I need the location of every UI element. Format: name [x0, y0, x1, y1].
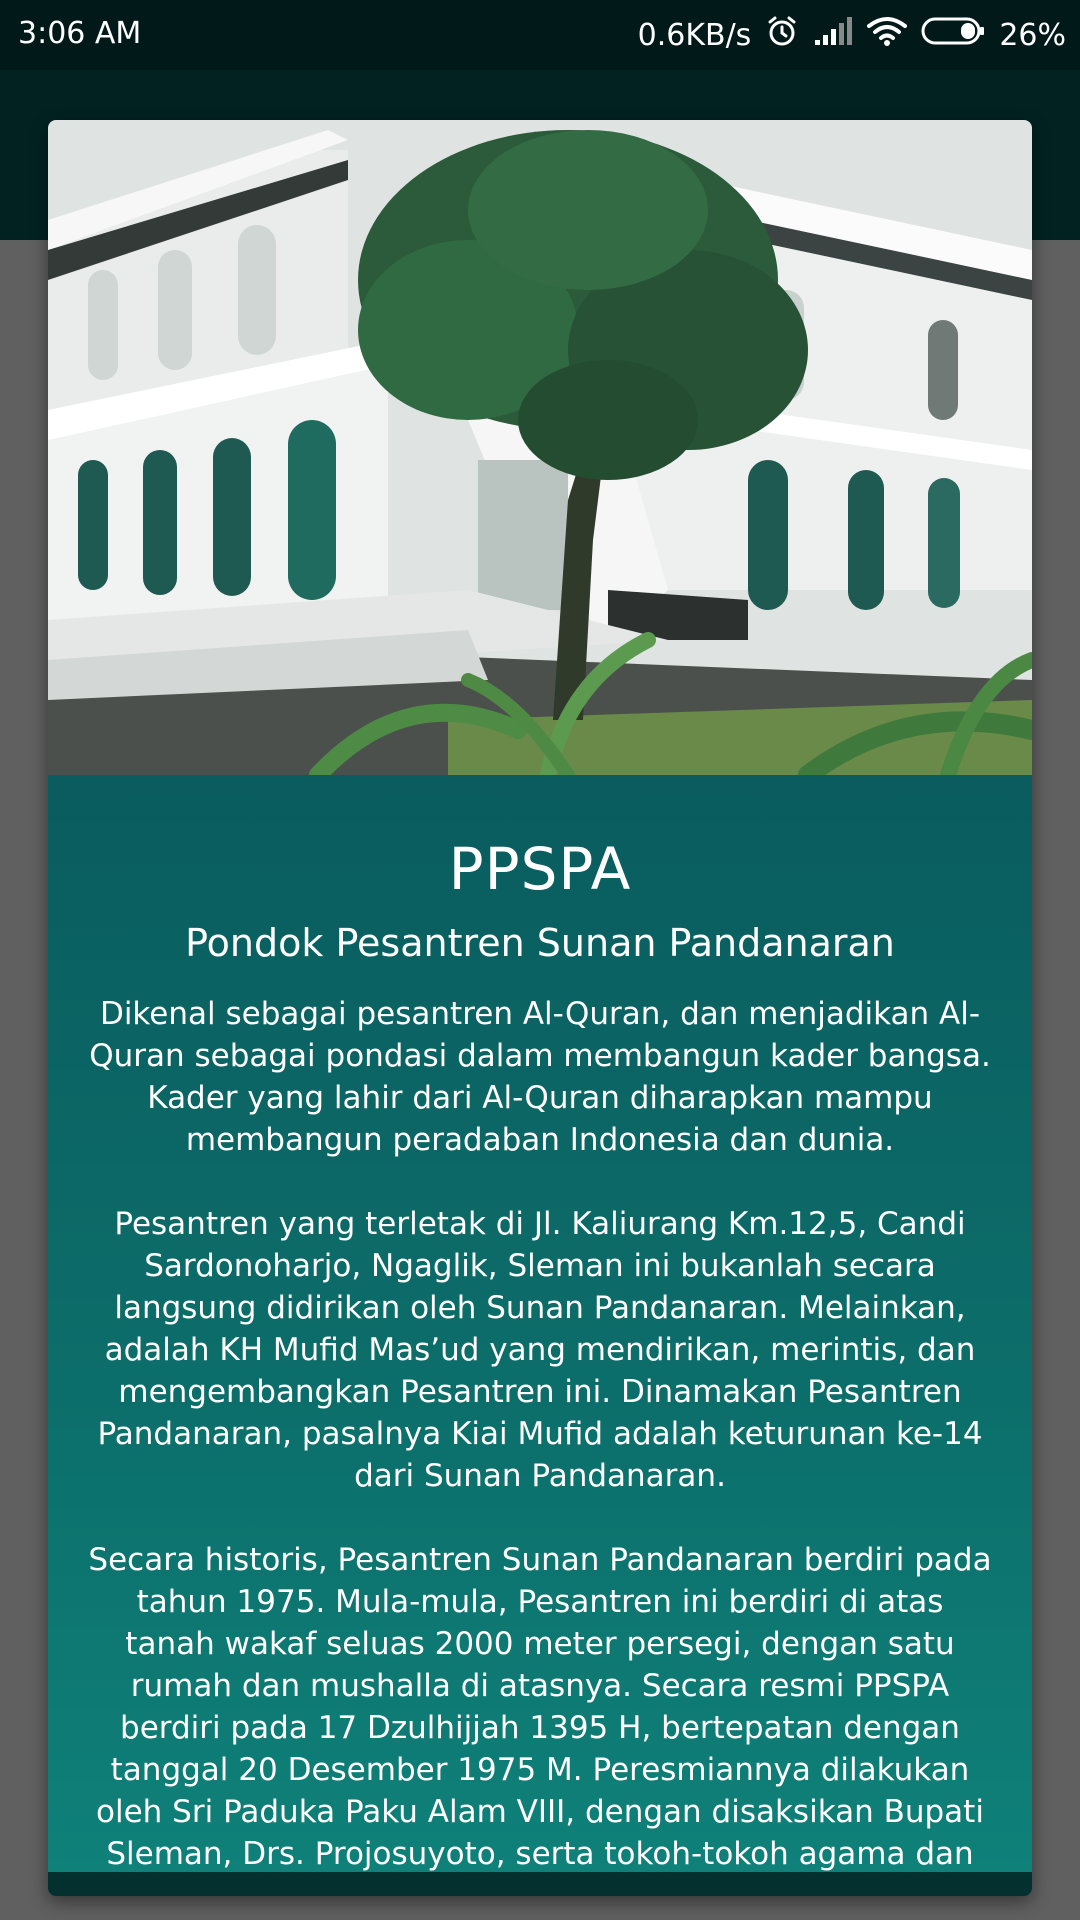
description-paragraph: Secara historis, Pesantren Sunan Pandanaran berdiri pada tahun 1975. Mula-mula, Pesantren ini berdiri di atas tanah wakaf seluas 2000 meter persegi, dengan satu rumah dan mushalla di atasnya. Secara resmi PPSPA berdiri pada 17 Dzulhijjah 1395 H, bertepatan dengan tanggal 20 Desember 1975 M. Peresmiannya dilakukan oleh Sri Paduka Paku Alam VIII, dengan disaksikan Bupati Sleman, Drs. Projosuyoto, serta tokoh-tokoh agama dan [88, 1542, 992, 1872]
network-speed: 0.6KB/s [637, 17, 752, 53]
info-card [48, 120, 1032, 1896]
alarm-icon [765, 14, 799, 56]
status-time: 3:06 AM [18, 16, 142, 51]
signal-icon [813, 16, 853, 54]
description-paragraph: Dikenal sebagai pesantren Al-Quran, dan menjadikan Al-Quran sebagai pondasi dalam membangun kader bangsa. Kader yang lahir dari Al-Quran diharapkan mampu membangun peradaban Indonesia dan dunia. [89, 996, 991, 1158]
card-title: PPSPA [448, 835, 632, 903]
card-footer [48, 1872, 1032, 1896]
battery-percent: 26% [999, 17, 1066, 53]
wifi-icon [867, 16, 907, 54]
status-bar [0, 0, 1080, 70]
description-paragraph: Pesantren yang terletak di Jl. Kaliurang Km.12,5, Candi Sardonoharjo, Ngaglik, Sleman ini bukanlah secara langsung didirikan oleh Sunan Pandanaran. Melainkan, adalah KH Mufid Mas’ud yang mendirikan, merintis, dan mengembangkan Pesantren ini. Dinamakan Pesantren Pandanaran, pasalnya Kiai Mufid adalah keturunan ke-14 dari Sunan Pandanaran. [97, 1206, 983, 1494]
card-subtitle: Pondok Pesantren Sunan Pandanaran [185, 921, 895, 965]
pesantren-photo [48, 120, 1032, 775]
battery-icon [921, 16, 985, 54]
status-icons [638, 14, 1066, 56]
card-content [48, 775, 1032, 1896]
